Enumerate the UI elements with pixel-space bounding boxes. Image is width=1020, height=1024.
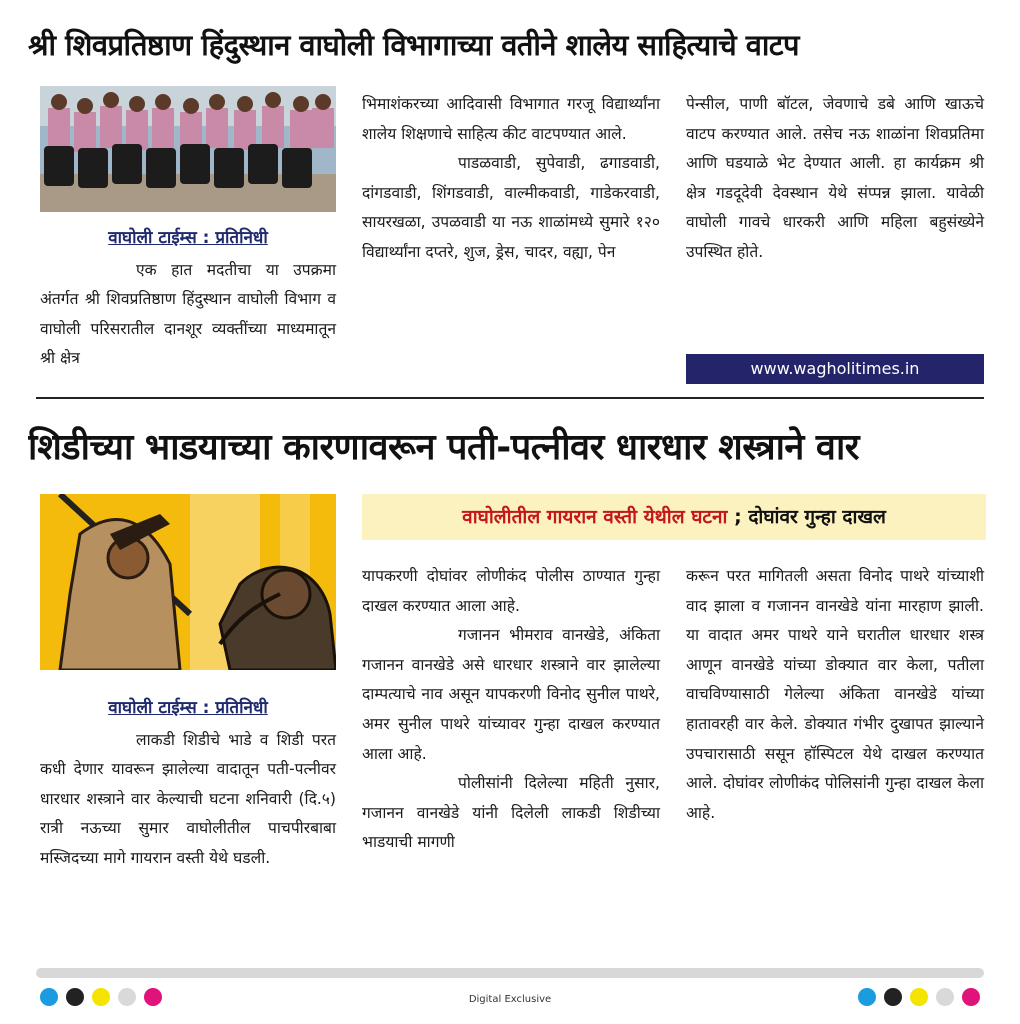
article2-col1-text: लाकडी शिडीचे भाडे व शिडी परत कधी देणार यावरून झालेल्या वादातून पती-पत्नीवर धारधार शस्त्राने वार केल्याची घटना शनिवारी (दि.५) रात्री नऊच्या सुमार वाघोलीतील पाचपीरबाबा मस्जिदच्या मागे गायरान वस्ती येथे घडली. (40, 730, 336, 867)
article1-column-1 (40, 224, 336, 374)
footer-bar (36, 968, 984, 978)
headline-school-supplies: श्री शिवप्रतिष्ठाण हिंदुस्थान वाघोली विभागाच्या वतीने शालेय साहित्याचे वाटप (28, 28, 799, 62)
article2-column-3 (686, 562, 984, 828)
article1-col2-para1: भिमाशंकरच्या आदिवासी विभागात गरजू विद्यार्थ्यांना शालेय शिक्षणाचे साहित्य कीट वाटपण्यात आले. (362, 95, 660, 143)
article2-column-1 (40, 694, 336, 874)
article2-col3-text: करून परत मागितली असता विनोद पाथरे यांच्याशी वाद झाला व गजानन वानखेडे यांना मारहाण झाली. या वादात अमर पाथरे याने घरातील धारधार शस्त्र आणून वानखेडे यांच्या डोक्यात वार केला, पतीला वाचविण्यासाठी गेलेल्या अंकिता वानखेडे यांच्या हातावरही वार केले. डोक्यात गंभीर दुखापत झाल्याने उपचारासाठी ससून हॉस्पिटल येथे दाखल करण्यात आले. दोघांवर लोणीकंद पोलिसांनी गुन्हा दाखल केला आहे. (686, 567, 984, 822)
website-url-banner[interactable]: www.wagholitimes.in (686, 354, 984, 384)
attack-illustration-image (40, 494, 336, 670)
subhead-case-filed: ; दोघांवर गुन्हा दाखल (734, 506, 886, 528)
article2-col2-para1: यापकरणी दोघांवर लोणीकंद पोलीस ठाण्यात गुन्हा दाखल करण्यात आला आहे. (362, 567, 660, 615)
headline-ladder-dispute: शिडीच्या भाडयाच्या कारणावरून पती-पत्नीवर धारधार शस्त्राने वार (28, 427, 859, 468)
subhead-location: वाघोलीतील गायरान वस्ती येथील घटना (462, 506, 728, 528)
photo-attack-illustration (40, 494, 336, 670)
article1-col1-text: एक हात मदतीचा या उपक्रमा अंतर्गत श्री शिवप्रतिष्ठाण हिंदुस्थान वाघोली विभाग व वाघोली परिसरातील दानशूर व्यक्तींच्या माध्यमातून श्री क्षेत्र (40, 260, 336, 368)
article2-byline: वाघोली टाईम्स : प्रतिनिधी (108, 698, 268, 718)
article2-col2-para2: गजानन भीमराव वानखेडे, अंकिता गजानन वानखेडे असे धारधार शस्त्राने वार झालेल्या दाम्पत्याचे नाव असून यापकरणी विनोद सुनील पाथरे, अमर सुनील पाथरे यांच्यावर गुन्हा दाखल करण्यात आला आहे. (362, 626, 660, 763)
article2-column-2 (362, 562, 660, 858)
article1-col3-text: पेन्सील, पाणी बॉटल, जेवणाचे डबे आणि खाऊचे वाटप करण्यात आले. तसेच नऊ शाळांना शिवप्रतिमा आणि घडयाळे भेट देण्यात आली. हा कार्यक्रम श्री क्षेत्र गडदूदेवी देवस्थान येथे संप्पन्न झाला. यावेळी वाघोली गावचे धारकरी आणि महिला बहुसंख्येने उपस्थित होते. (686, 95, 984, 261)
article2-col2-para3: पोलीसांनी दिलेल्या महिती नुसार, गजानन वानखेडे यांनी दिलेली लाकडी शिडीच्या भाडयाची मागणी (362, 774, 660, 852)
article1-col2-para2: पाडळवाडी, सुपेवाडी, ढगाडवाडी, दांगडवाडी, शिंगडवाडी, वाल्मीकवाडी, गाडेकरवाडी, सायरखळा, उपळवाडी या नऊ शाळांमध्ये सुमारे १२० विद्यार्थ्यांना दप्तरे, शुज, ड्रेस, चादर, वह्या, पेन (362, 154, 660, 261)
article1-byline: वाघोली टाईम्स : प्रतिनिधी (108, 228, 268, 248)
footer-label: Digital Exclusive (468, 994, 552, 1005)
article2-subheadline (362, 494, 986, 540)
section-divider (36, 397, 984, 399)
school-children-image (40, 86, 336, 212)
article1-column-3 (686, 90, 984, 268)
photo-school-children (40, 86, 336, 212)
article1-column-2 (362, 90, 660, 268)
